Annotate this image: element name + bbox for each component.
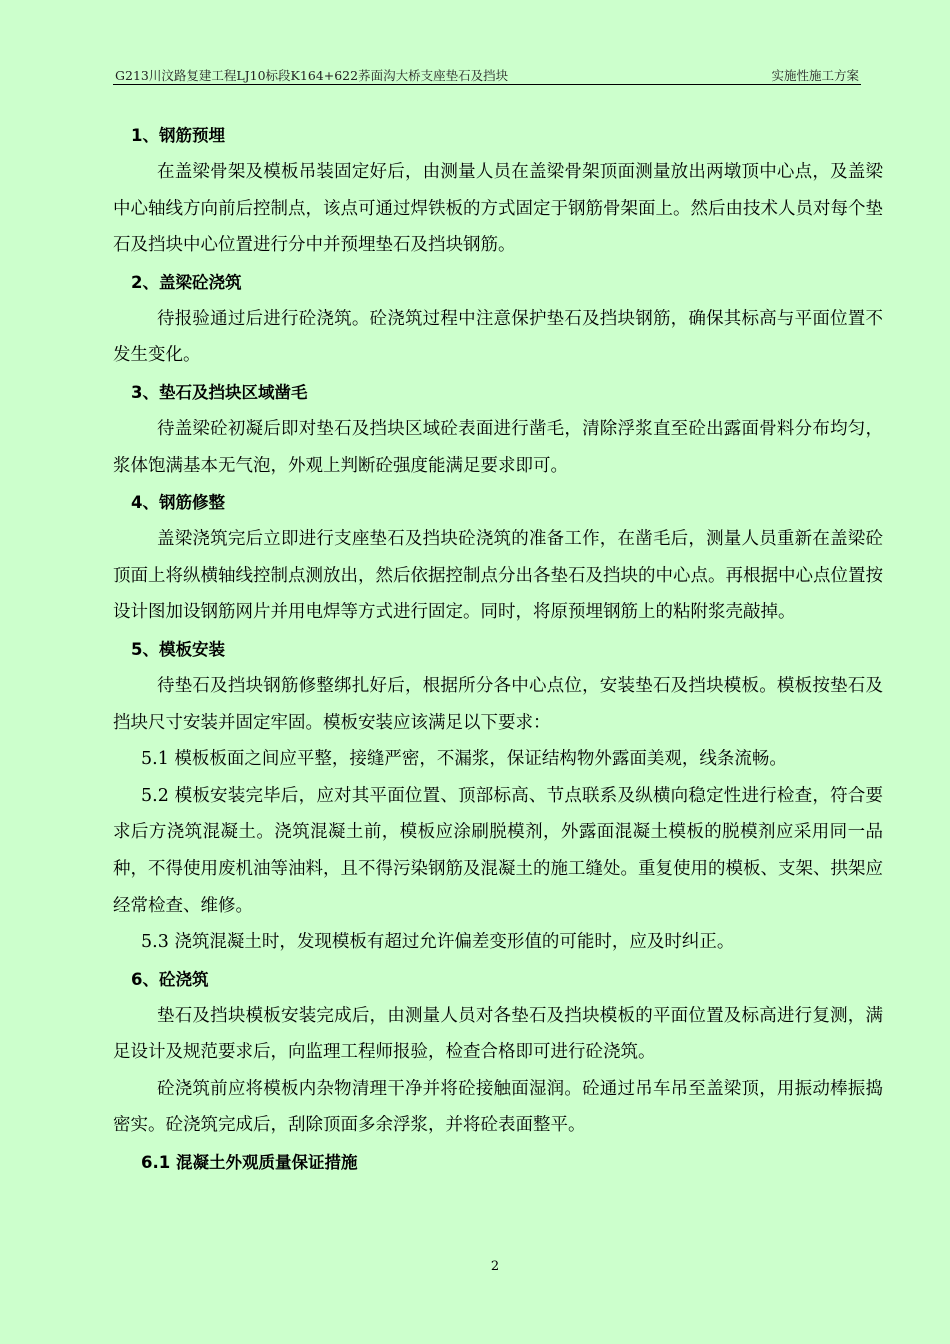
section-heading-roughening: 3、垫石及挡块区域凿毛 bbox=[131, 382, 308, 402]
header-document-type: 实施性施工方案 bbox=[771, 68, 859, 83]
paragraph: 砼浇筑前应将模板内杂物清理干净并将砼接触面湿润。砼通过吊车吊至盖梁顶，用振动棒振捣密实。砼浇筑完成后，刮除顶面多余浮浆，并将砼表面整平。 bbox=[113, 1078, 883, 1136]
section-heading-formwork-installation: 5、模板安装 bbox=[131, 639, 225, 659]
header-project-title: G213川汶路复建工程LJ10标段K164+622荞面沟大桥支座垫石及挡块 bbox=[115, 68, 509, 83]
page-header bbox=[113, 64, 861, 85]
paragraph: 在盖梁骨架及模板吊装固定好后，由测量人员在盖梁骨架顶面测量放出两墩顶中心点，及盖梁中心轴线方向前后控制点，该点可通过焊铁板的方式固定于钢筋骨架面上。然后由技术人员对每个垫石及挡块中心位置进行分中并预埋垫石及挡块钢筋。 bbox=[113, 162, 883, 256]
section-heading-rebar-embedding: 1、钢筋预埋 bbox=[131, 126, 225, 145]
paragraph: 盖梁浇筑完后立即进行支座垫石及挡块砼浇筑的准备工作，在凿毛后，测量人员重新在盖梁砼顶面上将纵横轴线控制点测放出，然后依据控制点分出各垫石及挡块的中心点。再根据中心点位置按设计图加设钢筋网片并用电焊等方式进行固定。同时，将原预埋钢筋上的粘附浆壳敲掉。 bbox=[113, 529, 883, 623]
list-item: 5.3 浇筑混凝土时，发现模板有超过允许偏差变形值的可能时，应及时纠正。 bbox=[141, 932, 735, 953]
paragraph: 待盖梁砼初凝后即对垫石及挡块区域砼表面进行凿毛，清除浮浆直至砼出露面骨料分布均匀，浆体饱满基本无气泡，外观上判断砼强度能满足要求即可。 bbox=[113, 418, 883, 476]
list-item: 5.2 模板安装完毕后，应对其平面位置、顶部标高、节点联系及纵横向稳定性进行检查，符合要求后方浇筑混凝土。浇筑混凝土前，模板应涂刷脱模剂，外露面混凝土模板的脱模剂应采用同一品种，不得使用废机油等油料，且不得污染钢筋及混凝土的施工缝处。重复使用的模板、支架、拱架应经常检查、维修。 bbox=[113, 785, 883, 916]
subsection-heading-quality-measures: 6.1 混凝土外观质量保证措施 bbox=[141, 1153, 358, 1173]
section-heading-cap-beam-pouring: 2、盖梁砼浇筑 bbox=[131, 272, 242, 292]
page-number: 2 bbox=[490, 1259, 500, 1274]
section-heading-concrete-pouring: 6、砼浇筑 bbox=[131, 969, 209, 989]
list-item: 5.1 模板板面之间应平整，接缝严密，不漏浆，保证结构物外露面美观，线条流畅。 bbox=[141, 749, 787, 770]
paragraph: 待报验通过后进行砼浇筑。砼浇筑过程中注意保护垫石及挡块钢筋，确保其标高与平面位置不发生变化。 bbox=[113, 308, 883, 366]
document-body bbox=[113, 117, 883, 1181]
paragraph: 垫石及挡块模板安装完成后，由测量人员对各垫石及挡块模板的平面位置及标高进行复测，满足设计及规范要求后，向监理工程师报验，检查合格即可进行砼浇筑。 bbox=[113, 1005, 883, 1063]
section-heading-rebar-trimming: 4、钢筋修整 bbox=[131, 493, 225, 513]
paragraph: 待垫石及挡块钢筋修整绑扎好后，根据所分各中心点位，安装垫石及挡块模板。模板按垫石及挡块尺寸安装并固定牢固。模板安装应该满足以下要求： bbox=[113, 675, 883, 733]
